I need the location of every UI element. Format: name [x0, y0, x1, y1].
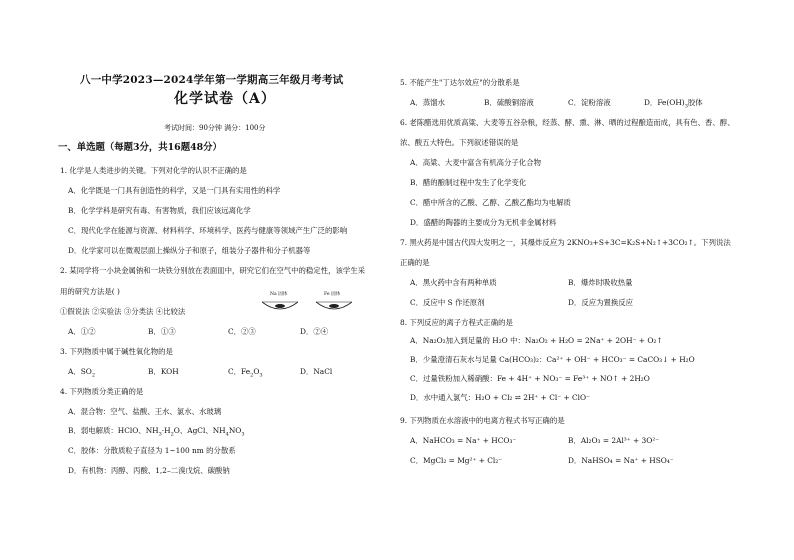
label-fe: Fe 固体 [324, 292, 341, 297]
q4-option-b: B．弱电解质：HClO、$NH_3\cdot H_2O$、AgCl、$NH_4NO_3$ [68, 426, 245, 438]
q8-option-c: C．过量铁粉加入稀硝酸：Fe + 4H⁺ + NO₃⁻ = Fe³⁺ + NO↑ + 2H₂O [410, 374, 650, 383]
q3-option-c: C．$Fe_2O_3$ [228, 367, 263, 379]
watch-glass-fe [316, 302, 352, 309]
q8-option-b: B．少量澄清石灰水与足量 Ca(HCO₃)₂：Ca²⁺ + OH⁻ + HCO₃⁻ = CaCO₃↓ + H₂O [410, 355, 695, 364]
q3-stem: 3. 下列物质中属于碱性氧化物的是 [60, 347, 173, 356]
q3-option-b: B．KOH [148, 367, 179, 376]
watch-glass-diagram [260, 288, 360, 316]
q6-stem-line1: 6. 老陈醋选用优质高粱、大麦等五谷杂粮，经蒸、酵、熏、淋、晒的过程酿造而成，具有色、香、醇、 [400, 118, 735, 127]
q2-option-d: D．②④ [300, 327, 329, 336]
q2-option-c: C．②③ [228, 327, 256, 336]
q5-stem: 5. 不能产生"丁达尔效应"的分散系是 [400, 78, 520, 87]
q7-option-c: C．反应中 S 作还原剂 [410, 298, 485, 307]
q2-stem-line2: 用的研究方法是( ) [60, 287, 120, 296]
q5-option-c: C．淀粉溶液 [568, 98, 611, 107]
label-na: Na 固体 [270, 292, 288, 297]
q1-option-d: D．化学家可以在微观层面上操纵分子和原子，组装分子器件和分子机器等 [68, 246, 311, 255]
q6-option-c: C．醋中所含的乙酸、乙醇、乙酸乙酯均为电解质 [410, 198, 571, 207]
q4-option-d: D．有机物：丙醇、丙酸、1,2–二溴戊烷、碳酸钠 [68, 466, 230, 475]
q9-option-b: B．Al₂O₃ = 2Al³⁺ + 3O²⁻ [568, 436, 660, 445]
q8-option-a: A．Na₂O₂加入到足量的 H₂O 中：Na₂O₂ + H₂O = 2Na⁺ + 2OH⁻ + O₂↑ [410, 336, 663, 345]
q2-option-b: B．①③ [148, 327, 176, 336]
q1-option-b: B．化学学科是研究有毒、有害物质，我们应该远离化学 [68, 206, 251, 215]
q8-option-d: D．水中通入氯气：H₂O + Cl₂ ⇌ 2H⁺ + Cl⁻ + ClO⁻ [410, 393, 591, 402]
q9-option-d: D．NaHSO₄ = Na⁺ + HSO₄⁻ [568, 456, 674, 465]
q2-methods: ①假说法 ②实验法 ③分类法 ④比较法 [60, 307, 186, 316]
q6-stem-line2: 浓、酸五大特色。下列叙述错误的是 [400, 138, 519, 147]
q2-option-a: A．①② [68, 327, 96, 336]
q9-stem: 9. 下列物质在水溶液中的电离方程式书写正确的是 [400, 416, 565, 425]
q2-stem-line1: 2. 某同学将一小块金属钠和一块铁分别放在表面皿中，研究它们在空气中的稳定性，该学生采 [60, 266, 366, 275]
q7-stem-line1: 7. 黑火药是中国古代四大发明之一，其爆炸反应为 2KNO₃+S+3C=K₂S+N₂↑+3CO₂↑。下列说法 [400, 238, 731, 247]
q5-option-d: D．$Fe(OH)_3$胶体 [644, 98, 703, 110]
q6-option-d: D．盛醋的陶器的主要成分为无机非金属材料 [410, 218, 557, 227]
q7-stem-line2: 正确的是 [400, 258, 430, 267]
section-heading: 一、单选题（每题3分，共16题48分） [58, 142, 222, 153]
q1-option-c: C．现代化学在能源与资源、材料科学、环境科学、医药与健康等领域产生广泛的影响 [68, 226, 348, 235]
q3-option-a: A．$SO_2$ [68, 367, 96, 379]
q4-stem: 4. 下列物质分类正确的是 [60, 387, 144, 396]
q7-option-a: A．黑火药中含有两种单质 [410, 278, 497, 287]
q8-stem: 8. 下列反应的离子方程式正确的是 [400, 318, 513, 327]
q9-option-a: A．NaHCO₃ = Na⁺ + HCO₃⁻ [410, 436, 517, 445]
q9-option-c: C．MgCl₂ = Mg²⁺ + Cl₂⁻ [410, 456, 503, 465]
q1-stem: 1. 化学是人类进步的关键。下列对化学的认识不正确的是 [60, 166, 247, 175]
q7-option-b: B．爆炸时吸收热量 [568, 278, 633, 287]
q6-option-b: B．醋的酿制过程中发生了化学变化 [410, 178, 527, 187]
school-title: 八一中学2023—2024学年第一学期高三年级月考考试 [80, 74, 344, 86]
paper-title: 化学试卷（A） [174, 91, 276, 107]
q6-option-a: A．高粱、大麦中富含有机高分子化合物 [410, 158, 541, 167]
q5-option-a: A．蒸馏水 [410, 98, 445, 107]
q5-option-b: B．硫酸铜溶液 [484, 98, 534, 107]
exam-info: 考试时间：90分钟 满分：100分 [164, 124, 266, 132]
q4-option-a: A．混合物：空气、盐酸、王水、氯水、水玻璃 [68, 407, 222, 416]
q4-option-c: C．胶体：分散质粒子直径为 1~100 nm 的分散系 [68, 446, 236, 455]
q1-option-a: A．化学既是一门具有创造性的科学，又是一门具有实用性的科学 [68, 186, 281, 195]
q3-option-d: D．NaCl [300, 367, 333, 376]
q7-option-d: D．反应为置换反应 [568, 298, 634, 307]
watch-glass-na [262, 302, 298, 309]
